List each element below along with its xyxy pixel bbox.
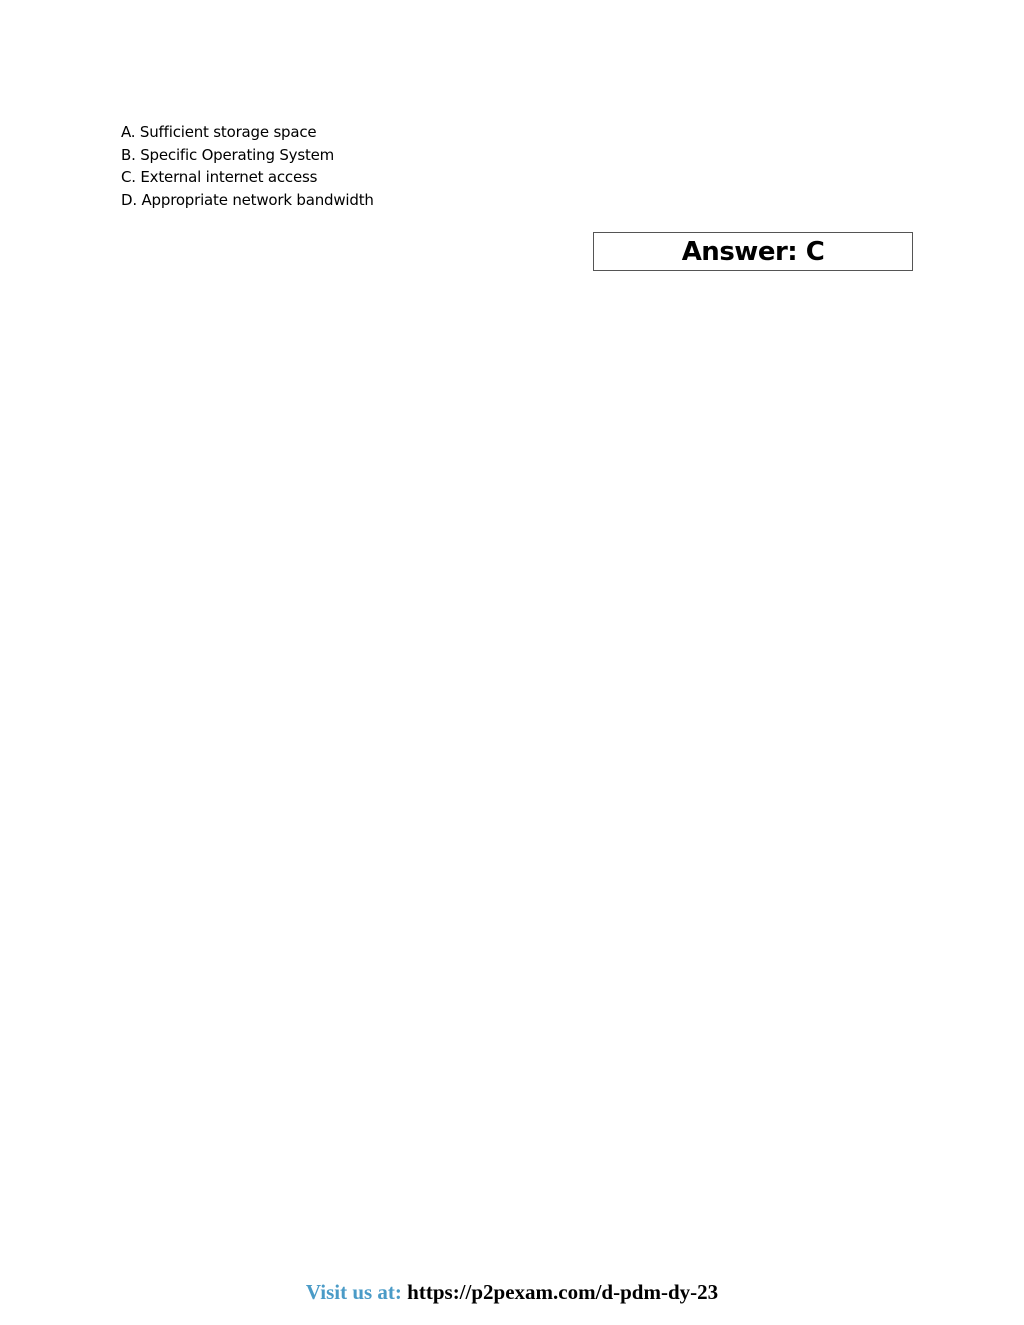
option-a: A. Sufficient storage space bbox=[121, 123, 317, 141]
footer-url-link[interactable]: https://p2pexam.com/d-pdm-dy-23 bbox=[407, 1280, 719, 1304]
option-c: C. External internet access bbox=[121, 168, 318, 186]
footer bbox=[0, 1280, 1024, 1305]
footer-visit-label: Visit us at: bbox=[305, 1280, 402, 1304]
answer-text: Answer: C bbox=[681, 236, 825, 267]
option-b: B. Specific Operating System bbox=[121, 145, 335, 164]
answer-options-list bbox=[121, 121, 374, 211]
answer-box bbox=[593, 232, 913, 271]
option-d: D. Appropriate network bandwidth bbox=[121, 190, 374, 209]
